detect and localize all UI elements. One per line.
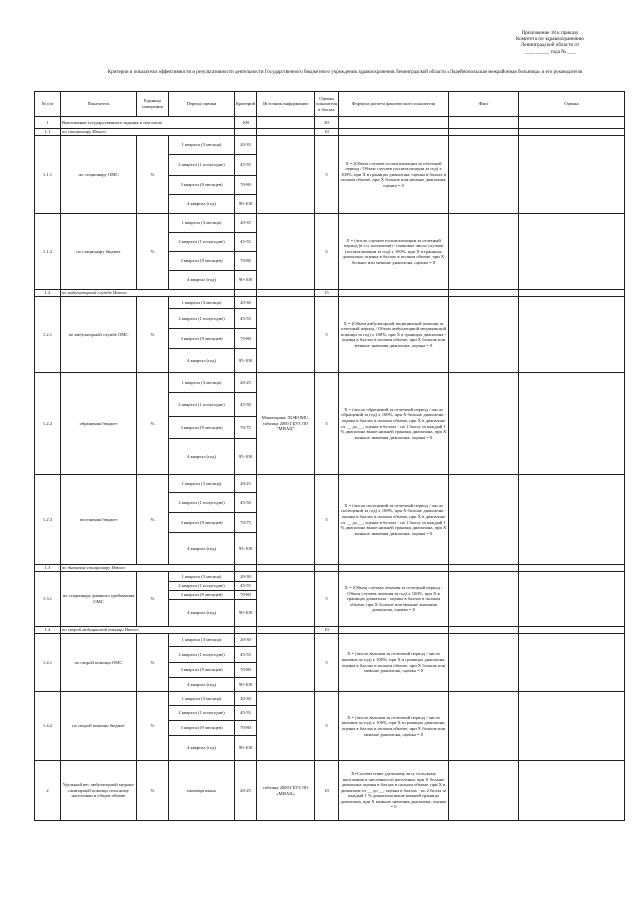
row-points: 15	[315, 290, 339, 297]
row-name: Удельный вес амбулаторной медико-санитарной помощи сельскому населению в общем объеме	[61, 761, 137, 821]
period-criterion: 20-25	[235, 475, 257, 493]
period-label: 4 квартал (год)	[169, 195, 235, 214]
row-fact	[449, 761, 519, 821]
item-name: по амбулаторной службе ОМС	[61, 297, 137, 373]
item-number: 1.1.1	[35, 136, 61, 214]
period-label: 2 квартал (1 полугодие)	[169, 309, 235, 329]
item-fact	[449, 214, 519, 290]
period-row	[35, 572, 625, 582]
period-criterion: 70-80	[235, 329, 257, 349]
item-score	[519, 634, 625, 692]
row-source	[257, 627, 315, 634]
row-name: по скорой медицинской помощи Итого:	[61, 627, 235, 634]
item-score	[519, 572, 625, 627]
period-label: 3 квартал (9 месяцев)	[169, 417, 235, 439]
row-points: 10	[315, 761, 339, 821]
row-score	[519, 761, 625, 821]
row-name: по дневному стационару Итого:	[61, 565, 235, 572]
period-label: 3 квартал (9 месяцев)	[169, 513, 235, 533]
item-name: по стационару дневного пребывания ОМС	[61, 572, 137, 627]
row-fact	[449, 129, 519, 136]
item-formula: Х = (Объем амбулаторной медицинской помощи за отчетный период / Объем амбулаторной медицинской помощи за год) х 100%, при Х в границах диапазона - оценка в баллах в полном объеме, при Х больше или меньше значения диапазона, оценка = 0	[339, 297, 449, 373]
col-header-formula: Формула расчета фактического показателя	[339, 92, 449, 117]
row-name: по амбулаторной службе Итого:	[61, 290, 235, 297]
item-source	[257, 475, 315, 565]
item-source	[257, 634, 315, 692]
col-header-num: № п/п	[35, 92, 61, 117]
row-score	[519, 627, 625, 634]
row-points	[315, 565, 339, 572]
period-criterion: 45-55	[235, 647, 257, 663]
item-points: 5	[315, 572, 339, 627]
period-criterion: 70-75	[235, 513, 257, 533]
period-label: 1 квартал (3 месяца)	[169, 572, 235, 582]
period-label: 4 квартал (год)	[169, 600, 235, 627]
period-label: 3 квартал (9 месяцев)	[169, 591, 235, 600]
row-name: Выполнение государственного задания в том числе	[61, 117, 235, 129]
row-points: 10	[315, 129, 339, 136]
period-criterion: 20-30	[235, 634, 257, 647]
row-formula	[339, 290, 449, 297]
row-source	[257, 129, 315, 136]
period-row	[35, 634, 625, 647]
item-number: 1.1.2	[35, 214, 61, 290]
period-label: 3 квартал (9 месяцев)	[169, 663, 235, 678]
row-score	[519, 117, 625, 129]
header-line: Комитета по здравоохранению	[516, 36, 584, 43]
item-number: 1.3.1	[35, 572, 61, 627]
row-formula	[339, 565, 449, 572]
item-unit: %	[137, 373, 169, 475]
row-fact	[449, 290, 519, 297]
period-label: 1 квартал (3 месяца)	[169, 214, 235, 233]
item-fact	[449, 136, 519, 214]
period-label: 2 квартал (1 полугодие)	[169, 582, 235, 591]
row-criterion	[235, 627, 257, 634]
period-criterion: 95-100	[235, 349, 257, 373]
item-points: 5	[315, 475, 339, 565]
period-criterion: 90-100	[235, 678, 257, 692]
item-number: 1.2.1	[35, 297, 61, 373]
row-criterion	[235, 129, 257, 136]
item-formula: Х = (Объем случаев лечения за отчетный период / Объем случаев лечения за год) х 100%, при Х в границах диапазона - оценка в баллах в полном объеме, при Х больше или меньше значения диапазона, оценка = 0	[339, 572, 449, 627]
period-criterion: 45-55	[235, 706, 257, 721]
period-row	[35, 214, 625, 233]
row-source	[257, 117, 315, 129]
period-label: 3 квартал (9 месяцев)	[169, 721, 235, 736]
col-header-score: Оценка	[519, 92, 625, 117]
period-criterion: 95-100	[235, 439, 257, 475]
row-score	[519, 129, 625, 136]
header-line: Приложение 18 к приказу	[521, 30, 579, 36]
item-number: 1.4.2	[35, 692, 61, 761]
row-points: 40	[315, 117, 339, 129]
item-source	[257, 297, 315, 373]
period-label: 2 квартал (1 полугодие)	[169, 493, 235, 513]
item-score	[519, 373, 625, 475]
period-criterion: 70-80	[235, 721, 257, 736]
col-header-indicator: Показатель	[61, 92, 137, 117]
col-header-fact: Факт	[449, 92, 519, 117]
row-criterion	[235, 565, 257, 572]
item-fact	[449, 634, 519, 692]
period-criterion: 20-30	[235, 297, 257, 309]
item-formula: Х = (число обращений за отчетный период / число обращений за год) х 100%, при Х больше диапазона - оценка в баллах в полном объеме, при Х в диапазоне от __ до __, оценка в баллах - по 1 баллу за каждый 1 % диапазона выше нижней границы диапазона, при Х меньше значения диапазона, оценка = 0	[339, 373, 449, 475]
period-criterion: 45-55	[235, 233, 257, 252]
period-label: 1 квартал (3 месяца)	[169, 297, 235, 309]
period-row	[35, 475, 625, 493]
period-criterion: 70-80	[235, 252, 257, 271]
row-formula	[339, 117, 449, 129]
period-criterion: 90-100	[235, 271, 257, 290]
row-period: ежеквартально	[169, 761, 235, 821]
item-source	[257, 572, 315, 627]
period-label: 2 квартал (1 полугодие)	[169, 393, 235, 417]
item-score	[519, 692, 625, 761]
item-number: 1.2.3	[35, 475, 61, 565]
col-header-period: Период оценки	[169, 92, 235, 117]
period-criterion: 20-30	[235, 572, 257, 582]
col-header-source: Источник информации	[257, 92, 315, 117]
period-criterion: 90-100	[235, 736, 257, 761]
item-formula: Х = (число вызовов за отчетный период / число вызовов за год) х 100%, при Х в границах диапазона, оценка в баллах в полном объеме, при Х больше или меньше диапазона, оценка = 0	[339, 692, 449, 761]
item-score	[519, 475, 625, 565]
period-label: 4 квартал (год)	[169, 271, 235, 290]
item-name: по стационару ОМС	[61, 136, 137, 214]
item-fact	[449, 692, 519, 761]
period-label: 2 квартал (1 полугодие)	[169, 155, 235, 176]
row-number: 1.3	[35, 565, 61, 572]
period-criterion: 70-80	[235, 176, 257, 195]
period-label: 4 квартал (год)	[169, 439, 235, 475]
period-criterion: 70-80	[235, 663, 257, 678]
row-formula	[339, 627, 449, 634]
period-label: 1 квартал (3 месяца)	[169, 475, 235, 493]
item-fact	[449, 297, 519, 373]
period-label: 3 квартал (9 месяцев)	[169, 329, 235, 349]
item-source	[257, 692, 315, 761]
row-source	[257, 290, 315, 297]
period-label: 2 квартал (1 полугодие)	[169, 706, 235, 721]
item-name: посещения бюджет	[61, 475, 137, 565]
period-criterion: 95-100	[235, 533, 257, 565]
item-number: 1.4.1	[35, 634, 61, 692]
item-number: 1.2.2	[35, 373, 61, 475]
criteria-table	[34, 91, 625, 821]
item-points: 5	[315, 214, 339, 290]
period-label: 4 квартал (год)	[169, 533, 235, 565]
period-row	[35, 136, 625, 155]
section-row	[35, 117, 625, 129]
header-line: ____ _____ года № ___	[524, 48, 576, 55]
period-label: 2 квартал (1 полугодие)	[169, 233, 235, 252]
row-fact	[449, 565, 519, 572]
item-unit: %	[137, 572, 169, 627]
subsection-row	[35, 627, 625, 634]
period-criterion: 90-100	[235, 195, 257, 214]
item-points: 5	[315, 136, 339, 214]
item-points: 5	[315, 692, 339, 761]
row-source: таблица 2000 ГБУЗ ЛО «МИАЦ»	[257, 761, 315, 821]
row-fact	[449, 117, 519, 129]
period-row	[35, 692, 625, 706]
item-formula: Х = (Объем случаев госпитализации за отчетный период / Объем случаев госпитализации за год) х 100%, при Х в границах диапазона, оценка в баллах в полном объеме, при Х больше или меньше диапазона, оценка = 0	[339, 136, 449, 214]
row-number: 1.4	[35, 627, 61, 634]
item-unit: %	[137, 297, 169, 373]
item-name: по скорой помощи ОМС	[61, 634, 137, 692]
row-score	[519, 290, 625, 297]
row-points: 10	[315, 627, 339, 634]
row-number: 1	[35, 117, 61, 129]
item-name: по стационару бюджет	[61, 214, 137, 290]
period-criterion: 20-25	[235, 373, 257, 393]
period-label: 3 квартал (9 месяцев)	[169, 176, 235, 195]
period-label: 1 квартал (3 месяца)	[169, 634, 235, 647]
row-criterion: 20-25	[235, 761, 257, 821]
item-source	[257, 136, 315, 214]
period-label: 1 квартал (3 месяца)	[169, 692, 235, 706]
row-number: 1.2	[35, 290, 61, 297]
period-criterion: 45-55	[235, 309, 257, 329]
header-line: Ленинградской области от	[520, 42, 580, 49]
period-label: 1 квартал (3 месяца)	[169, 136, 235, 155]
item-fact	[449, 572, 519, 627]
period-criterion: 45-55	[235, 582, 257, 591]
item-fact	[449, 373, 519, 475]
item-points: 5	[315, 297, 339, 373]
subsection-row	[35, 129, 625, 136]
period-criterion: 90-100	[235, 600, 257, 627]
period-label: 4 квартал (год)	[169, 678, 235, 692]
item-name: по скорой помощи бюджет	[61, 692, 137, 761]
row-fact	[449, 627, 519, 634]
period-label: 4 квартал (год)	[169, 736, 235, 761]
item-unit: %	[137, 692, 169, 761]
row-name: по стационару Итого:	[61, 129, 235, 136]
item-source	[257, 214, 315, 290]
table-body	[35, 117, 625, 821]
period-row	[35, 373, 625, 393]
period-label: 4 квартал (год)	[169, 349, 235, 373]
row-number: 2	[35, 761, 61, 821]
period-label: 1 квартал (3 месяца)	[169, 373, 235, 393]
item-unit: %	[137, 475, 169, 565]
item-formula: Х = (число вызовов за отчетный период / число вызовов за год) х 100%, при Х в границах диапазона, оценка в баллах в полном объеме, при Х больше или меньше диапазона, оценка = 0	[339, 634, 449, 692]
row-formula	[339, 129, 449, 136]
item-source: Мониторинг ЛОФОМС, таблица 2000 ГБУЗ ЛО "МИАЦ"	[257, 373, 315, 475]
period-criterion: 45-50	[235, 493, 257, 513]
col-header-unit: Единица измерения	[137, 92, 169, 117]
item-formula: Х = (число посещений за отчетный период / число посещений за год) х 100%, при Х больше диапазона - оценка в баллах в полном объеме, при Х в диапазоне от __ до __, оценка в баллах - по 1 баллу за каждый 1 % диапазона выше нижней границы диапазона, при Х меньше значения диапазона, оценка = 0	[339, 475, 449, 565]
period-criterion: 20-30	[235, 692, 257, 706]
col-header-points: Оценка показателя в баллах	[315, 92, 339, 117]
item-formula: Х = (число случаев госпитализации за отчетный период (в т.ч. паллиатив) / плановое число случаев госпитализации за год) х 100%, при Х в границах диапазона, оценка в баллах в полном объеме, при Х больше или меньше диапазона, оценка = 0	[339, 214, 449, 290]
item-score	[519, 136, 625, 214]
row-criterion: 100	[235, 117, 257, 129]
period-criterion: 20-35	[235, 214, 257, 233]
row-unit: %	[137, 761, 169, 821]
item-fact	[449, 475, 519, 565]
item-score	[519, 214, 625, 290]
document-title: Критерии и показатели эффективности и результативности деятельности Государственного бюджетного учреждения здравоохранения Ленинградской области «Лодейнопольская межрайонная больница» и его руководителя	[107, 70, 583, 75]
row-formula: Х=Соответствие удельному весу сельскому населению в численности населения, при Х больше диапазона оценка в баллах в полном объеме, при Х в диапазоне от __ до __, оценка в баллах - по 2 балла за каждый 1 % диапазона выше нижней границы диапазона, при Х меньше значения диапазона, оценка = 0	[339, 761, 449, 821]
row-number: 1.1	[35, 129, 61, 136]
period-row	[35, 297, 625, 309]
item-score	[519, 297, 625, 373]
period-criterion: 45-55	[235, 155, 257, 176]
subsection-row	[35, 290, 625, 297]
row-score	[519, 565, 625, 572]
item-name: обращения бюджет	[61, 373, 137, 475]
item-unit: %	[137, 634, 169, 692]
order-attachment-header	[470, 30, 630, 55]
indicator-row	[35, 761, 625, 821]
row-criterion	[235, 290, 257, 297]
period-criterion: 70-80	[235, 591, 257, 600]
subsection-row	[35, 565, 625, 572]
period-criterion: 45-50	[235, 393, 257, 417]
period-label: 3 квартал (9 месяцев)	[169, 252, 235, 271]
item-points: 5	[315, 373, 339, 475]
item-points: 5	[315, 634, 339, 692]
period-criterion: 70-75	[235, 417, 257, 439]
col-header-criterion: Критерий	[235, 92, 257, 117]
item-unit: %	[137, 214, 169, 290]
period-label: 2 квартал (1 полугодие)	[169, 647, 235, 663]
table-header-row	[35, 92, 625, 117]
row-source	[257, 565, 315, 572]
period-criterion: 20-35	[235, 136, 257, 155]
item-unit: %	[137, 136, 169, 214]
